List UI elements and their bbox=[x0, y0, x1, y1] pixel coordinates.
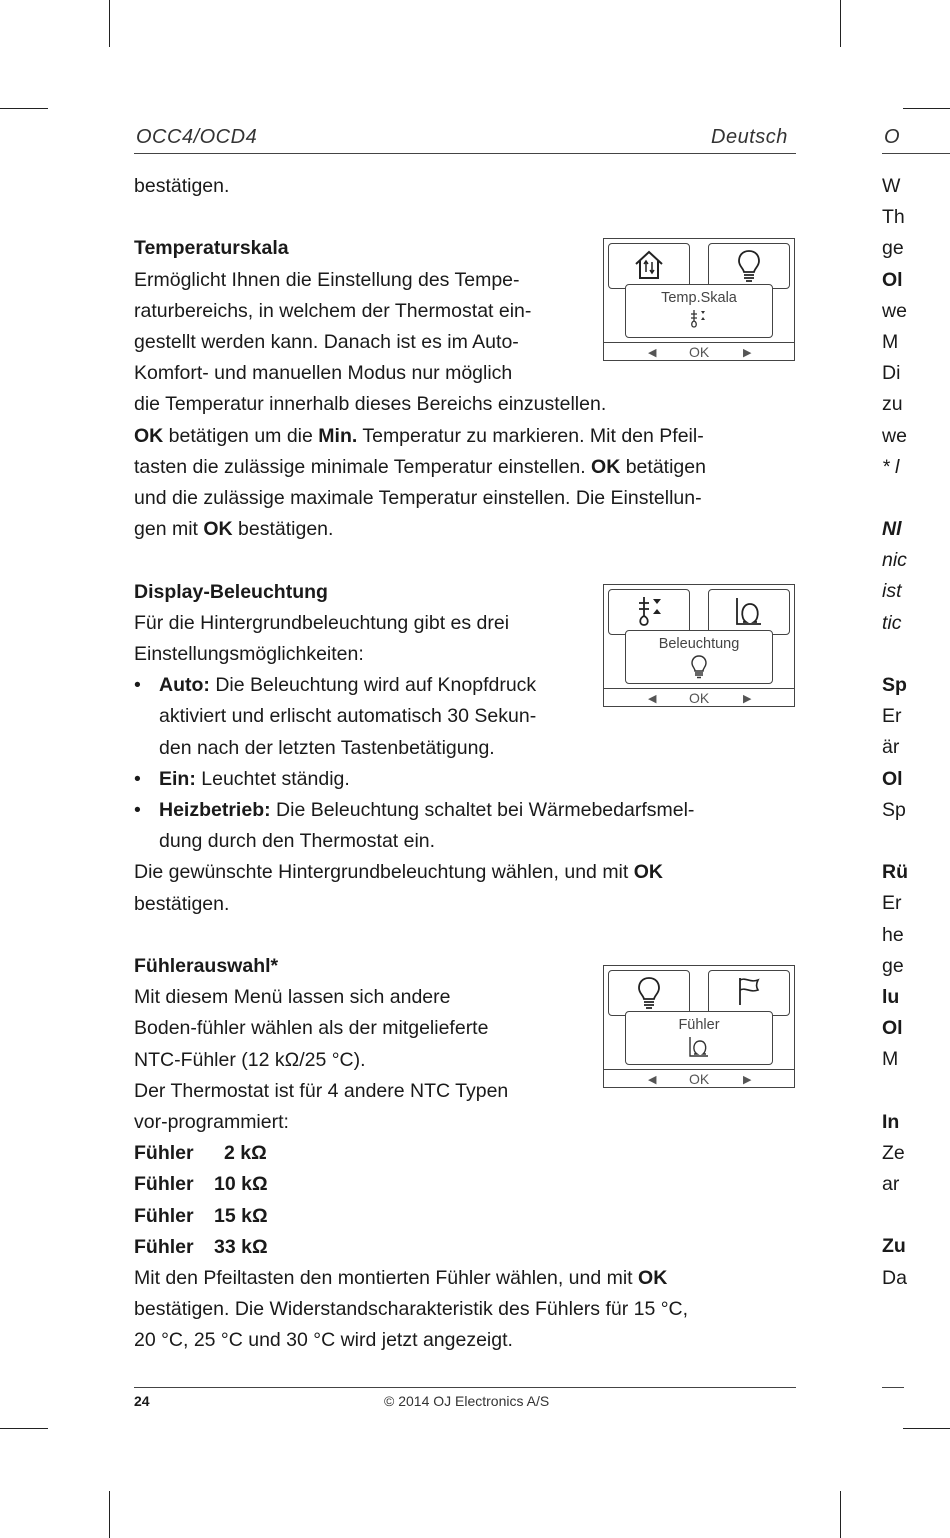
fragment: Th bbox=[882, 206, 905, 229]
display-menu-title: Beleuchtung bbox=[658, 636, 740, 652]
display-icon-box bbox=[608, 589, 690, 635]
display-icon-box bbox=[708, 243, 790, 289]
ok-key-text: OK bbox=[591, 455, 621, 478]
display-icon-box bbox=[708, 589, 790, 635]
paragraph-line: bestätigen. Die Widerstandscharakteristik des Fühlers für 15 °C, bbox=[134, 1298, 689, 1321]
fragment: zu bbox=[882, 393, 903, 416]
min-text: Min. bbox=[318, 424, 358, 447]
crop-mark bbox=[109, 1491, 110, 1538]
fragment: M bbox=[882, 1048, 899, 1071]
fragment: Da bbox=[882, 1266, 907, 1289]
sensor-type-row bbox=[134, 1201, 796, 1232]
ok-label: OK bbox=[689, 1071, 710, 1087]
fragment: W bbox=[882, 175, 901, 197]
fragment: we bbox=[882, 424, 907, 447]
paragraph-line: Komfort- und manuellen Modus nur möglich bbox=[134, 362, 513, 385]
display-icon-box bbox=[608, 970, 690, 1016]
text-run: Leuchtet ständig. bbox=[201, 767, 350, 790]
text-run: Die Beleuchtung wird auf Knopfdruck bbox=[215, 674, 537, 697]
thermometer-scale-icon bbox=[631, 594, 667, 635]
bulb-icon bbox=[636, 975, 662, 1016]
fragment bbox=[882, 1200, 950, 1231]
display-nav-bar bbox=[604, 689, 794, 707]
display-illustration-fuehler bbox=[603, 965, 795, 1088]
fragment: M bbox=[882, 330, 899, 353]
bullet-line bbox=[159, 795, 796, 826]
display-menu-label bbox=[625, 630, 773, 684]
display-menu-title: Fühler bbox=[678, 1017, 720, 1033]
paragraph-line: die Temperatur innerhalb dieses Bereichs einzustellen. bbox=[134, 393, 607, 416]
fragment: tic bbox=[882, 611, 902, 634]
fragment: ar bbox=[882, 1173, 900, 1195]
sensor-name: Fühler bbox=[134, 1142, 194, 1165]
ok-label: OK bbox=[689, 344, 710, 360]
text-run: bestätigen. bbox=[232, 518, 334, 541]
bullet-item-heizbetrieb bbox=[134, 795, 796, 857]
sensor-name: Fühler bbox=[134, 1235, 194, 1258]
fragment: Sp bbox=[882, 798, 906, 821]
crop-mark bbox=[840, 1491, 841, 1538]
paragraph-line bbox=[134, 452, 796, 483]
section-heading-beleuchtung: Display-Beleuchtung bbox=[134, 580, 328, 603]
fragment bbox=[882, 483, 950, 514]
arrow-right-icon: ▶ bbox=[743, 693, 752, 705]
section-heading-fuehlerauswahl: Fühlerauswahl* bbox=[134, 955, 279, 978]
sensor-value: 33 kΩ bbox=[214, 1235, 268, 1258]
fragment: In bbox=[882, 1110, 900, 1133]
text-run: gen mit bbox=[134, 518, 204, 541]
fragment: we bbox=[882, 299, 907, 322]
text-run: tasten die zulässige minimale Temperatur einstellen. bbox=[134, 455, 592, 478]
page-number: 24 bbox=[134, 1393, 150, 1409]
crop-mark bbox=[840, 0, 841, 47]
paragraph-line: 20 °C, 25 °C und 30 °C wird jetzt angezeigt. bbox=[134, 1329, 513, 1352]
ok-key-text: OK bbox=[638, 1267, 668, 1290]
crop-mark bbox=[903, 108, 950, 109]
display-nav-bar bbox=[604, 343, 794, 361]
text-run: Die Beleuchtung schaltet bei Wärmebedarfsmel- bbox=[276, 799, 695, 822]
bullet-line: dung durch den Thermostat ein. bbox=[159, 830, 436, 853]
crop-mark bbox=[0, 1428, 48, 1429]
ok-key-text: OK bbox=[134, 424, 164, 447]
bullet-line bbox=[159, 764, 796, 795]
flag-icon bbox=[734, 975, 764, 1012]
arrow-left-icon: ◀ bbox=[648, 1074, 657, 1086]
next-page-header-fragment: O bbox=[884, 126, 901, 148]
header-rule bbox=[134, 153, 796, 154]
bullet-label: Heizbetrieb: bbox=[159, 799, 271, 822]
fragment bbox=[882, 639, 950, 670]
paragraph-line: bestätigen. bbox=[134, 892, 230, 915]
fragment: Ze bbox=[882, 1141, 905, 1164]
arrow-right-icon: ▶ bbox=[743, 347, 752, 359]
sensor-resistance-icon bbox=[626, 1035, 772, 1064]
paragraph-line: und die zulässige maximale Temperatur einstellen. Die Einstellun- bbox=[134, 487, 702, 510]
paragraph-line bbox=[134, 514, 796, 545]
running-header-model: OCC4/OCD4 bbox=[136, 126, 258, 148]
thermometer-scale-icon bbox=[626, 308, 772, 335]
fragment bbox=[882, 1075, 950, 1106]
fragment: lu bbox=[882, 985, 900, 1008]
fragment bbox=[882, 826, 950, 857]
fragment: ge bbox=[882, 954, 904, 977]
section-heading-temperaturskala: Temperaturskala bbox=[134, 237, 289, 260]
sensor-resistance-icon bbox=[731, 594, 767, 633]
fragment: Di bbox=[882, 362, 901, 385]
fragment: Zu bbox=[882, 1235, 906, 1258]
sensor-type-row bbox=[134, 1232, 796, 1263]
bullet-item-ein bbox=[134, 764, 796, 795]
paragraph-line: Ermöglicht Ihnen die Einstellung des Tempe- bbox=[134, 268, 520, 291]
fragment: Er bbox=[882, 705, 902, 728]
paragraph-line: gestellt werden kann. Danach ist es im Auto- bbox=[134, 331, 519, 353]
sensor-value: 2 kΩ bbox=[224, 1142, 267, 1165]
paragraph-line: raturbereichs, in welchem der Thermostat ein- bbox=[134, 299, 532, 322]
next-page-header-rule bbox=[882, 153, 950, 154]
fragment: * l bbox=[882, 455, 900, 478]
text-run: Mit den Pfeiltasten den montierten Fühler wählen, und mit bbox=[134, 1267, 639, 1290]
fragment: Ol bbox=[882, 1017, 903, 1040]
paragraph-line: Der Thermostat ist für 4 andere NTC Typen bbox=[134, 1079, 509, 1102]
sensor-value: 10 kΩ bbox=[214, 1173, 268, 1196]
next-page-footer-rule bbox=[882, 1387, 904, 1388]
fragment: Rü bbox=[882, 861, 908, 884]
display-menu-label bbox=[625, 284, 773, 338]
fragment: är bbox=[882, 736, 900, 759]
next-page-fragment-column bbox=[882, 171, 950, 1294]
paragraph-line: Mit diesem Menü lassen sich andere bbox=[134, 986, 451, 1009]
display-menu-title: Temp.Skala bbox=[661, 290, 737, 306]
sensor-value: 15 kΩ bbox=[214, 1204, 268, 1227]
sensor-name: Fühler bbox=[134, 1173, 194, 1196]
sensor-type-row bbox=[134, 1138, 796, 1169]
text-run: betätigen um die bbox=[163, 424, 319, 447]
arrow-left-icon: ◀ bbox=[648, 347, 657, 359]
ok-key-text: OK bbox=[203, 518, 233, 541]
paragraph-line: Boden-fühler wählen als der mitgelieferte bbox=[134, 1017, 489, 1040]
paragraph-line bbox=[134, 421, 796, 452]
sensor-type-row bbox=[134, 1169, 796, 1200]
paragraph-line: vor-programmiert: bbox=[134, 1111, 289, 1134]
bulb-icon bbox=[736, 248, 762, 289]
fragment: nic bbox=[882, 549, 907, 572]
sensor-name: Fühler bbox=[134, 1204, 194, 1227]
paragraph-line: Einstellungsmöglichkeiten: bbox=[134, 643, 364, 666]
arrow-left-icon: ◀ bbox=[648, 693, 657, 705]
arrow-right-icon: ▶ bbox=[743, 1074, 752, 1086]
ok-key-text: OK bbox=[633, 861, 663, 884]
bullet: • bbox=[134, 799, 141, 822]
fragment: Er bbox=[882, 892, 902, 915]
crop-mark bbox=[903, 1428, 950, 1429]
display-icon-box bbox=[708, 970, 790, 1016]
intro-text: bestätigen. bbox=[134, 175, 230, 197]
bullet: • bbox=[134, 767, 141, 790]
display-illustration-temp-skala bbox=[603, 238, 795, 361]
display-icon-box bbox=[608, 243, 690, 289]
display-nav-bar bbox=[604, 1070, 794, 1088]
fragment: ge bbox=[882, 237, 904, 260]
bullet-label: Auto: bbox=[159, 674, 210, 697]
display-illustration-beleuchtung bbox=[603, 584, 795, 707]
house-arrows-icon bbox=[632, 248, 666, 287]
footer-rule bbox=[134, 1387, 796, 1388]
text-run: Die gewünschte Hintergrundbeleuchtung wählen, und mit bbox=[134, 861, 634, 884]
fragment: Ol bbox=[882, 767, 903, 790]
crop-mark bbox=[109, 0, 110, 47]
fragment: Ol bbox=[882, 268, 903, 291]
paragraph-line bbox=[134, 857, 796, 888]
fragment: Sp bbox=[882, 674, 907, 696]
text-run: betätigen bbox=[620, 455, 706, 478]
bullet-label: Ein: bbox=[159, 767, 196, 790]
paragraph-line: NTC-Fühler (12 kΩ/25 °C). bbox=[134, 1048, 366, 1071]
display-menu-label bbox=[625, 1011, 773, 1065]
fragment: Nl bbox=[882, 518, 902, 541]
bulb-icon bbox=[626, 654, 772, 685]
copyright: © 2014 OJ Electronics A/S bbox=[384, 1393, 550, 1409]
paragraph-line: Für die Hintergrundbeleuchtung gibt es drei bbox=[134, 611, 510, 634]
ok-label: OK bbox=[689, 690, 710, 706]
bullet-line: aktiviert und erlischt automatisch 30 Sekun- bbox=[159, 705, 537, 728]
crop-mark bbox=[0, 108, 48, 109]
fragment: he bbox=[882, 923, 904, 946]
running-header-language: Deutsch bbox=[711, 126, 788, 148]
bullet-line: den nach der letzten Tastenbetätigung. bbox=[159, 736, 495, 759]
text-run: Temperatur zu markieren. Mit den Pfeil- bbox=[357, 424, 704, 447]
bullet: • bbox=[134, 674, 141, 697]
fragment: ist bbox=[882, 580, 902, 603]
paragraph-line bbox=[134, 1263, 796, 1294]
